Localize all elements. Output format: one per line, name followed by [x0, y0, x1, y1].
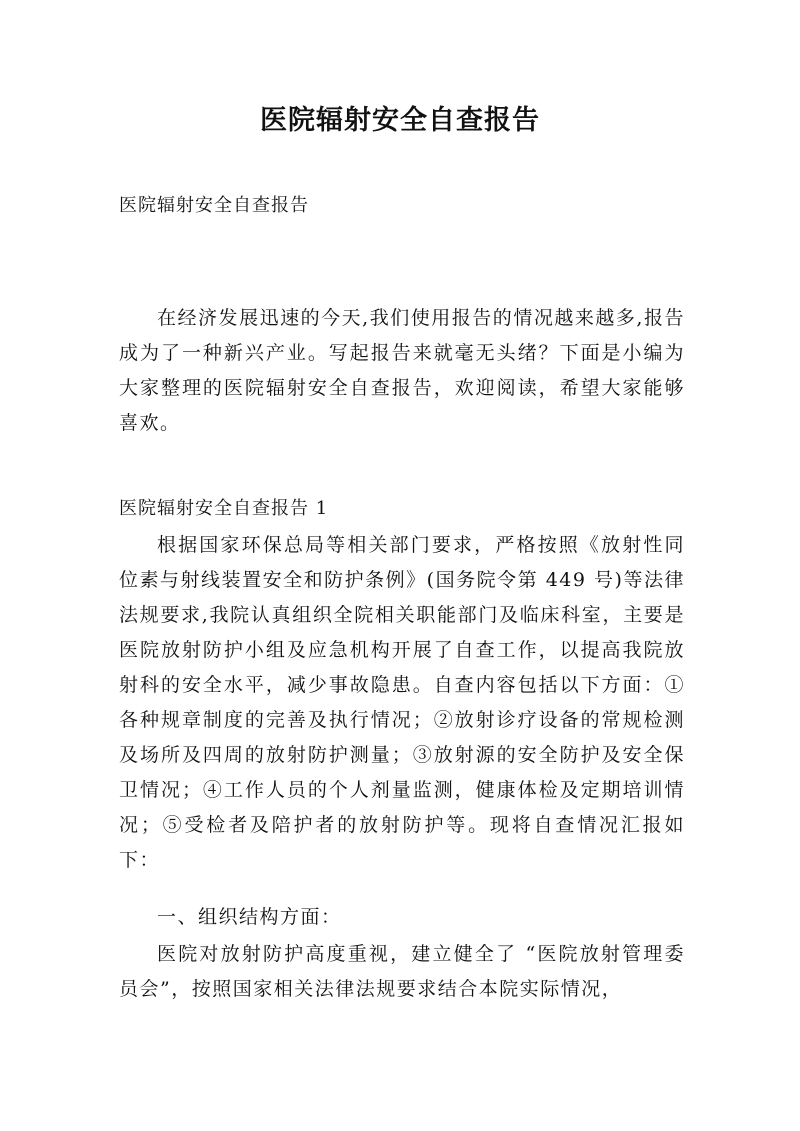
section-subheading: 一、组织结构方面： — [157, 906, 342, 928]
body-paragraph: 医院对放射防护高度重视，建立健全了 “医院放射管理委员会”，按照国家相关法律法规要求结合本院实际情况， — [119, 943, 685, 1000]
intro-paragraph: 在经济发展迅速的今天,我们使用报告的情况越来越多,报告成为了一种新兴产业。写起报告来就毫无头绪？下面是小编为大家整理的医院辐射安全自查报告，欢迎阅读，希望大家能够喜欢。 — [119, 307, 685, 434]
document-title: 医院辐射安全自查报告 — [260, 105, 540, 136]
document-subtitle: 医院辐射安全自查报告 — [119, 195, 309, 216]
section-heading: 医院辐射安全自查报告 1 — [119, 498, 329, 519]
body-paragraph: 根据国家环保总局等相关部门要求，严格按照《放射性同位素与射线装置安全和防护条例》(国务院令第 449 号)等法律法规要求,我院认真组织全院相关职能部门及临床科室，主要是医院放射防护小组及应急机构开展了自查工作，以提高我院放射科的安全水平，减少事故隐患。自查内容包括以下方面：①各种规章制度的完善及执行情况；②放射诊疗设备的常规检测及场所及四周的放射防护测量；③放射源的安全防护及安全保卫情况；④工作人员的个人剂量监测，健康体检及定期培训情况；⑤受检者及陪护者的放射防护等。现将自查情况汇报如下： — [119, 534, 685, 871]
